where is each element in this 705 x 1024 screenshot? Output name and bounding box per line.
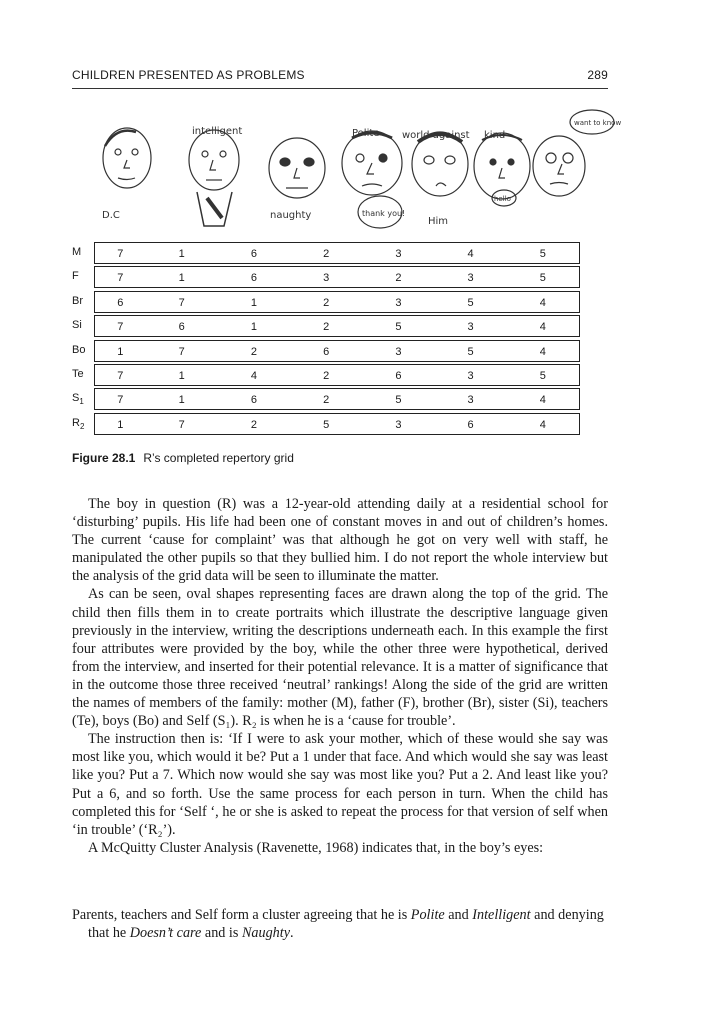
header-rule (72, 88, 608, 89)
row-label: Te (72, 367, 84, 380)
grid-cell: 7 (117, 272, 124, 285)
face-2 (189, 130, 239, 190)
grid-cell: 4 (539, 321, 546, 334)
grid-cell: 4 (539, 296, 546, 309)
grid-cell: 3 (395, 345, 402, 358)
paragraph: A McQuitty Cluster Analysis (Ravenette, 1968) indicates that, in the boy’s eyes: (88, 839, 544, 856)
grid-cell: 7 (117, 394, 124, 407)
grid-cell: 7 (117, 369, 124, 382)
grid-cell: 7 (117, 321, 124, 334)
grid-row (72, 364, 584, 388)
row-label: Si (72, 319, 82, 332)
grid-cell: 2 (250, 418, 257, 431)
grid-cell: 3 (395, 248, 402, 260)
label-kind: kind (484, 130, 506, 141)
repertory-grid (72, 242, 584, 437)
label-polite: Polite (352, 128, 380, 139)
grid-cell: 4 (539, 394, 546, 407)
grid-cell: 3 (467, 321, 474, 334)
grid-cell: 1 (250, 321, 257, 334)
grid-cell: 6 (323, 345, 330, 358)
grid-cell: 1 (178, 394, 185, 407)
grid-cell: 2 (323, 321, 330, 334)
grid-cell: 7 (178, 296, 185, 309)
grid-row (72, 315, 584, 339)
grid-cell: 7 (178, 418, 185, 431)
grid-cell: 2 (323, 369, 330, 382)
grid-cell: 2 (323, 394, 330, 407)
grid-cell: 2 (250, 345, 257, 358)
page-number: 289 (587, 68, 608, 82)
grid-cell: 5 (467, 345, 474, 358)
thought-bubble-want-to-know: want to know (574, 119, 622, 127)
grid-cell: 1 (178, 369, 185, 382)
running-header (72, 68, 608, 82)
row-label: Br (72, 294, 83, 307)
grid-cell: 1 (250, 296, 257, 309)
grid-cell: 4 (467, 248, 474, 260)
row-label: M (72, 246, 82, 258)
label-him: Him (428, 216, 449, 227)
running-title: CHILDREN PRESENTED AS PROBLEMS (72, 68, 305, 82)
label-world-against: world against (402, 130, 470, 141)
grid-row (72, 242, 584, 266)
grid-cell: 6 (250, 394, 257, 407)
grid-cell: 3 (395, 418, 402, 431)
paragraph: As can be seen, oval shapes representing faces are drawn along the top of the grid. The child then fills them in to create portraits which illustrate the descriptive language given previously in the interview, writing the descriptions underneath each. In this example the first four attributes were provided by the boy, while the other three were hypothetical, derived from the interview, and inserted for their potential relevance. It is a matter of significance that in the outcome those three received ‘neutral’ rankings! Along the side of the grid are written the names of members of the family: mother (M), father (F), brother (Br), sister (Si), teachers (Te), boys (Bo) and Self (S₁). R₂ is when he is a ‘cause for trouble’. (72, 586, 608, 730)
grid-cell: 6 (117, 296, 124, 309)
label-naughty: naughty (270, 210, 312, 221)
grid-cell: 1 (117, 418, 124, 431)
grid-cell: 5 (323, 418, 330, 431)
cluster-finding (72, 906, 608, 942)
body-text (72, 495, 608, 857)
grid-row (72, 266, 584, 290)
grid-cell: 4 (539, 418, 546, 431)
grid-cell: 2 (395, 272, 402, 285)
paragraph: The boy in question (R) was a 12-year-old attending daily at a residential school for ‘disturbing’ pupils. His life had been one of constant moves in and out of children’s homes. The current ‘cause for complaint’ was that although he got on very well with staff, he manipulated the other pupils so that they bullied him. I do not report the whole interview but the analysis of the grid data will be seen to illuminate the matter. (72, 496, 608, 585)
grid-cell: 1 (117, 345, 124, 358)
grid-cell: 5 (467, 296, 474, 309)
grid-cell: 4 (539, 345, 546, 358)
grid-cell: 6 (395, 369, 402, 382)
grid-cell: 6 (178, 321, 185, 334)
grid-cell: 7 (117, 248, 124, 260)
grid-cell: 7 (178, 345, 185, 358)
grid-cell: 3 (467, 394, 474, 407)
grid-row (72, 340, 584, 364)
list-item: Parents, teachers and Self form a cluster agreeing that he is Polite and Intelligent and denying that he Doesn’t care and is Naughty. (72, 907, 604, 942)
figure-number: Figure 28.1 (72, 451, 136, 465)
grid-row (72, 388, 584, 412)
speech-bubble-thank-you: thank you! (362, 209, 406, 218)
grid-cell: 6 (250, 248, 257, 260)
grid-cell: 3 (467, 369, 474, 382)
grid-cell: 2 (323, 248, 330, 260)
speech-bubble-hello: hello (494, 195, 511, 203)
grid-row (72, 291, 584, 315)
row-label: $R_2$ (72, 416, 85, 431)
grid-cell: 3 (467, 272, 474, 285)
row-label: F (72, 270, 79, 283)
grid-cell: 5 (395, 394, 402, 407)
grid-cell: 3 (323, 272, 330, 285)
face-7 (533, 136, 585, 196)
grid-cell: 6 (250, 272, 257, 285)
face-drawings (72, 108, 632, 248)
row-label: Bo (72, 343, 86, 356)
grid-cell: 6 (467, 418, 474, 431)
grid-cell: 5 (539, 272, 546, 285)
figure-caption-text: R’s completed repertory grid (143, 451, 294, 465)
grid-cell: 2 (323, 296, 330, 309)
face-6 (474, 133, 530, 199)
grid-row (72, 413, 584, 437)
grid-cell: 4 (250, 369, 257, 382)
paragraph: The instruction then is: ‘If I were to ask your mother, which of these would she say was most like you, which would it be? Put a 1 under that face. And which would she say was least like you? Put a 7. Which now would she say was most like you? Put a 2. And least like you? Put a 6, and so forth. Use the same process for each person in turn. When the child has completed this for ‘Self ‘, he or she is asked to repeat the process for that version of self when ‘in trouble’ (‘R₂’). (72, 731, 608, 838)
grid-cell: 5 (539, 369, 546, 382)
grid-cell: 3 (395, 296, 402, 309)
figure-caption (72, 451, 294, 465)
row-label: $S_1$ (72, 392, 84, 407)
grid-cell: 1 (178, 272, 185, 285)
label-dc: D.C (102, 210, 120, 221)
grid-cell: 5 (395, 321, 402, 334)
grid-cell: 1 (178, 248, 185, 260)
grid-cell: 5 (539, 248, 546, 260)
label-intelligent: intelligent (192, 126, 243, 137)
